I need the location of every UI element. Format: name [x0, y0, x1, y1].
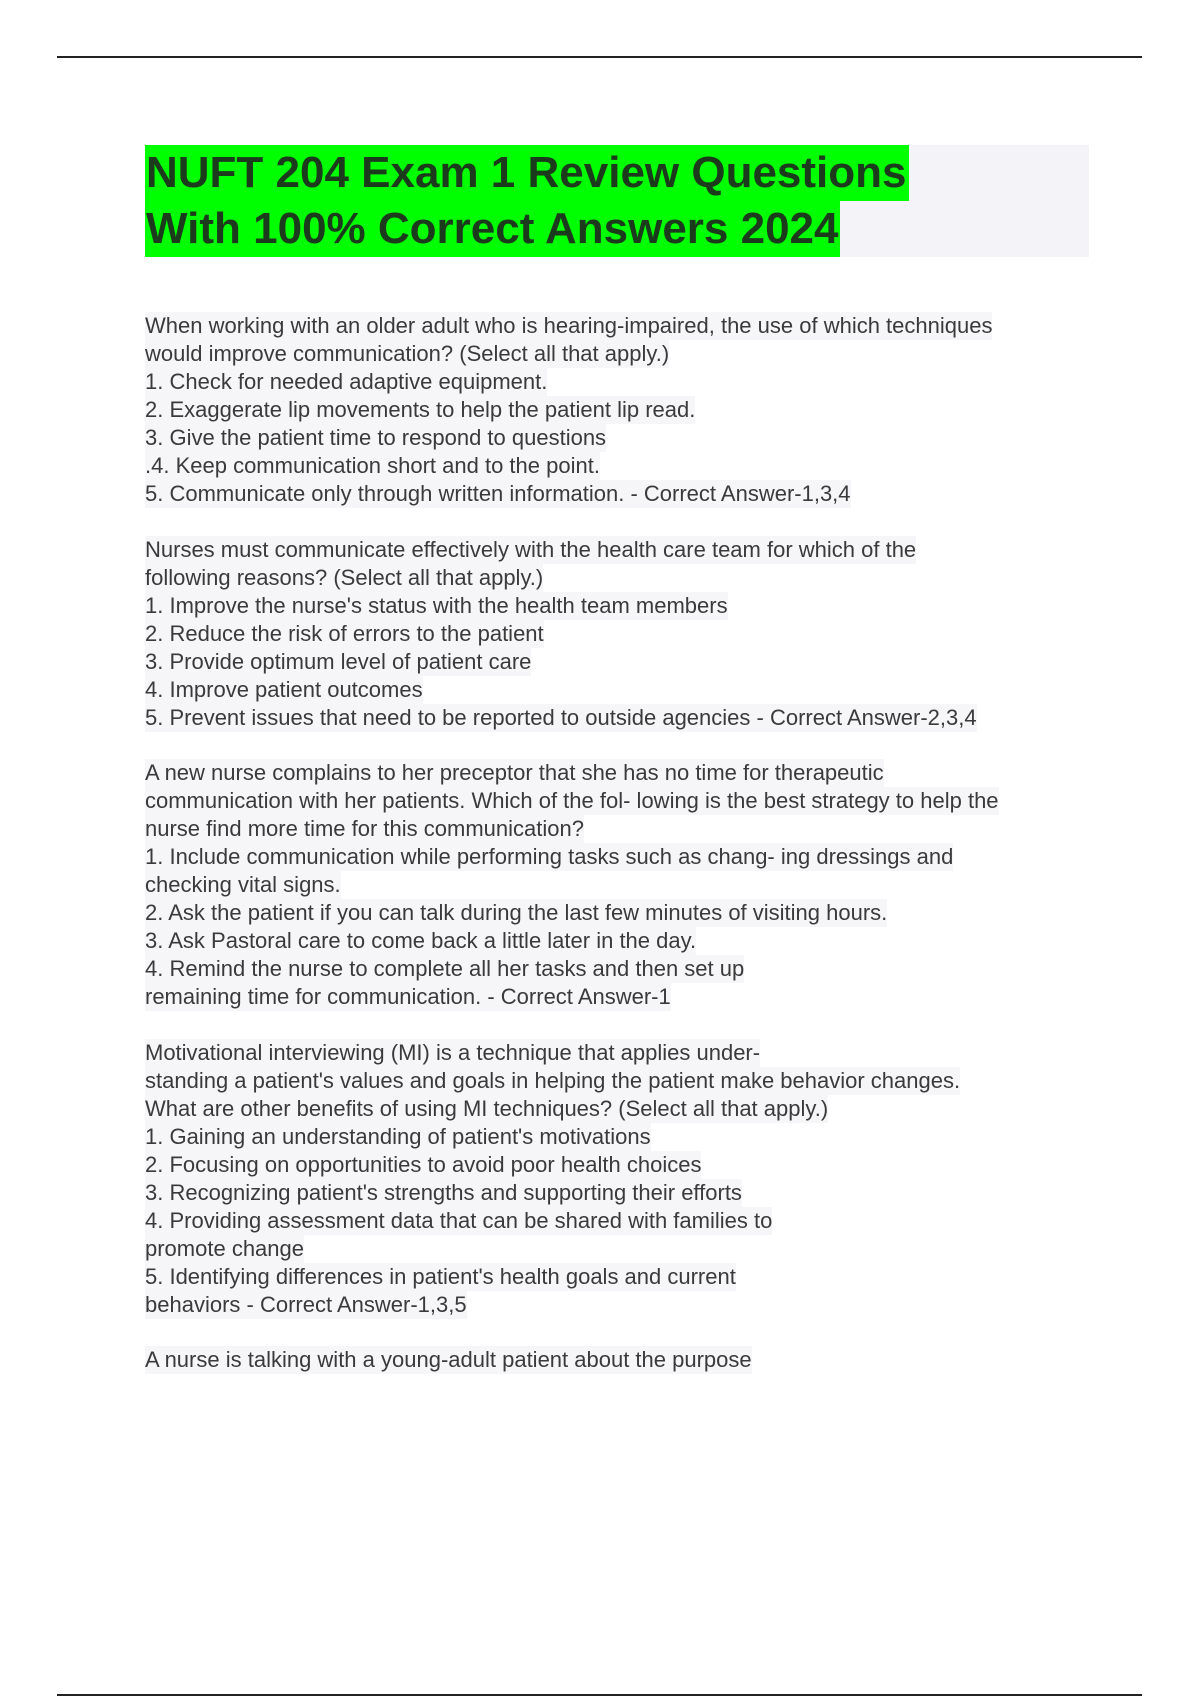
answer-option: 1. Check for needed adaptive equipment. — [145, 369, 548, 394]
answer-option: 1. Include communication while performing tasks such as chang- ing dressings and — [145, 844, 954, 869]
title-line: With 100% Correct Answers 2024 — [145, 201, 840, 257]
answer-option: 1. Gaining an understanding of patient's motivations — [145, 1123, 651, 1149]
answer-option: 4. Remind the nurse to complete all her tasks and then set up — [145, 956, 745, 981]
top-rule — [57, 56, 1142, 58]
answer-option: 2. Reduce the risk of errors to the patient — [145, 620, 544, 646]
question-text: Motivational interviewing (MI) is a technique that applies under- — [145, 1039, 761, 1065]
question-list — [145, 312, 1095, 1402]
answer-option: 5. Communicate only through written information. - Correct Answer-1,3,4 — [145, 481, 851, 506]
answer-option: 2. Ask the patient if you can talk during the last few minutes of visiting hours. — [145, 900, 888, 925]
question-block — [145, 536, 1095, 732]
question-text: Nurses must communicate effectively with the health care team for which of the — [145, 536, 917, 562]
answer-option: 5. Identifying differences in patient's health goals and current — [145, 1263, 736, 1289]
question-block — [145, 1039, 1095, 1319]
question-text: would improve communication? (Select all that apply.) — [145, 341, 670, 366]
answer-option: behaviors - Correct Answer-1,3,5 — [145, 1291, 467, 1317]
answer-option: 3. Ask Pastoral care to come back a little later in the day. — [145, 928, 697, 953]
question-text: What are other benefits of using MI techniques? (Select all that apply.) — [145, 1095, 829, 1121]
question-text: A nurse is talking with a young-adult patient about the purpose — [145, 1347, 752, 1372]
answer-option: 5. Prevent issues that need to be reported to outside agencies - Correct Answer-2,3,4 — [145, 704, 977, 730]
question-block — [145, 1346, 1095, 1374]
answer-option: promote change — [145, 1235, 304, 1261]
bottom-rule — [57, 1694, 1142, 1696]
question-text: A new nurse complains to her preceptor that she has no time for therapeutic — [145, 760, 884, 785]
answer-option: 2. Exaggerate lip movements to help the patient lip read. — [145, 397, 696, 422]
question-text: standing a patient's values and goals in helping the patient make behavior changes. — [145, 1067, 961, 1093]
question-text: communication with her patients. Which of the fol- lowing is the best strategy to help the — [145, 788, 999, 813]
answer-option: 2. Focusing on opportunities to avoid poor health choices — [145, 1151, 702, 1177]
question-text: following reasons? (Select all that apply.) — [145, 564, 544, 590]
question-text: nurse find more time for this communication? — [145, 816, 584, 841]
answer-option: 3. Give the patient time to respond to questions — [145, 425, 607, 450]
question-block — [145, 759, 1095, 1011]
answer-option: 4. Providing assessment data that can be shared with families to — [145, 1207, 773, 1233]
answer-option: checking vital signs. — [145, 872, 341, 897]
document-title — [145, 145, 1089, 257]
answer-option: 1. Improve the nurse's status with the health team members — [145, 592, 728, 618]
question-text: When working with an older adult who is hearing-impaired, the use of which techniques — [145, 313, 993, 338]
answer-option: remaining time for communication. - Correct Answer-1 — [145, 984, 671, 1009]
answer-option: 3. Provide optimum level of patient care — [145, 648, 532, 674]
answer-option: 3. Recognizing patient's strengths and supporting their efforts — [145, 1179, 742, 1205]
question-block — [145, 312, 1095, 508]
answer-option: .4. Keep communication short and to the point. — [145, 453, 600, 478]
title-line: NUFT 204 Exam 1 Review Questions — [145, 145, 909, 201]
answer-option: 4. Improve patient outcomes — [145, 676, 423, 702]
